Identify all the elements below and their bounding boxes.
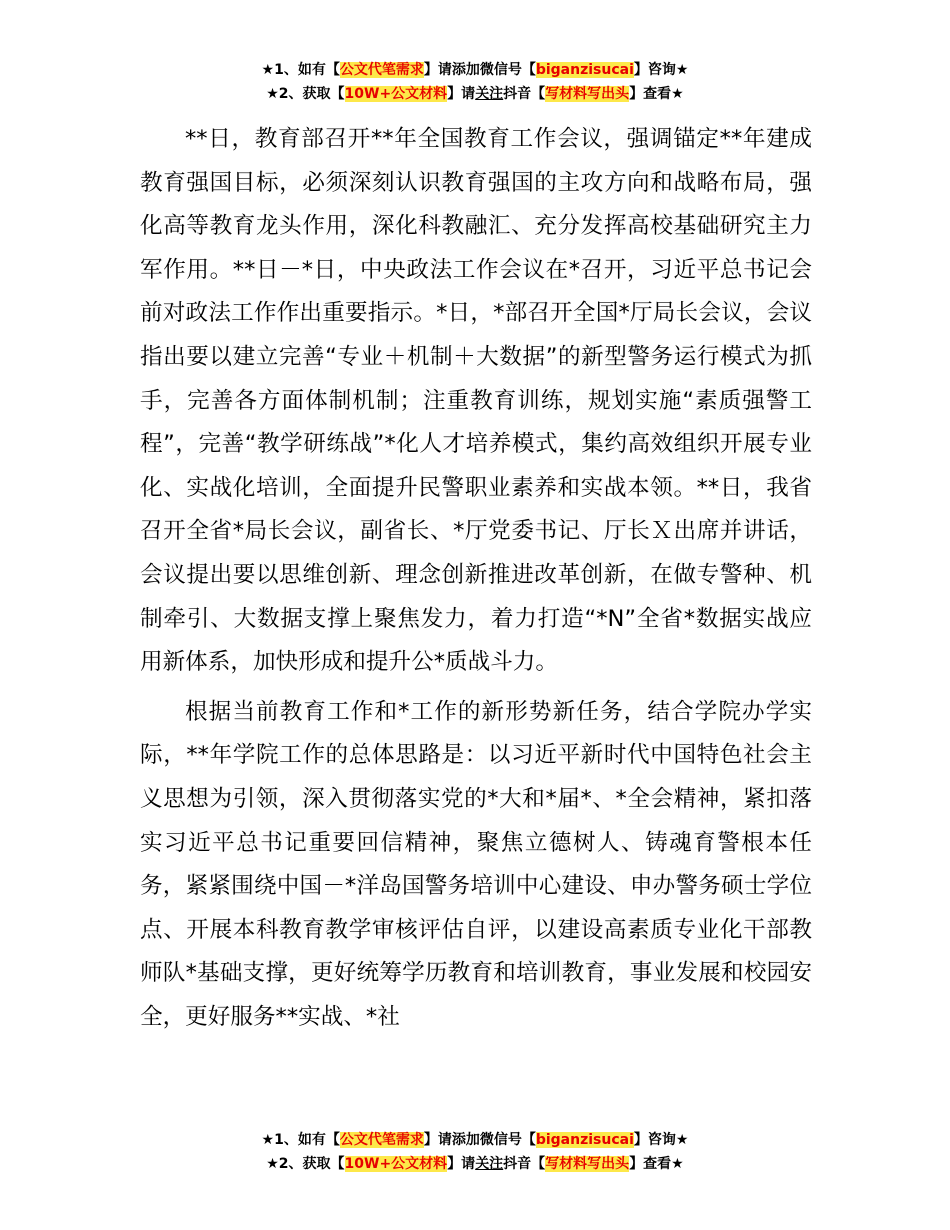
paragraph-2: 根据当前教育工作和*工作的新形势新任务，结合学院办学实际，**年学院工作的总体思路是：以习近平新时代中国特色社会主义思想为引领，深入贯彻落实党的*大和*届*、*全会精神，紧扣落实习近平总书记重要回信精神，聚焦立德树人、铸魂育警根本任务，紧紧围绕中国－*洋岛国警务培训中心建设、申办警务硕士学位点、开展本科教育教学审核评估自评，以建设高素质专业化干部教师队*基础支撑，更好统筹学历教育和培训教育，事业发展和校园安全，更好服务**实战、*社: [140, 698, 812, 1030]
service-highlight: 公文代笔需求: [339, 62, 424, 78]
footer-promo-banner: [0, 1128, 950, 1176]
header-promo-banner: [0, 58, 950, 106]
promo-line-2: ★2、获取【10W+公文材料】请关注抖音【写材料写出头】查看★: [266, 1156, 684, 1172]
follow-emphasis: 关注: [475, 1156, 504, 1172]
promo-line-1: ★1、如有【公文代笔需求】请添加微信号【biganzisucai】咨询★: [261, 62, 689, 78]
wechat-id-highlight: biganzisucai: [535, 1132, 634, 1148]
promo-line-1: ★1、如有【公文代笔需求】请添加微信号【biganzisucai】咨询★: [261, 1132, 689, 1148]
follow-emphasis: 关注: [475, 86, 504, 102]
wechat-id-highlight: biganzisucai: [535, 62, 634, 78]
materials-highlight: 10W+公文材料: [344, 1156, 448, 1172]
document-body: [140, 118, 812, 1045]
paragraph-1: **日，教育部召开**年全国教育工作会议，强调锚定**年建成教育强国目标，必须深刻认识教育强国的主攻方向和战略布局，强化高等教育龙头作用，深化科教融汇、充分发挥高校基础研究主力军作用。**日－*日，中央政法工作会议在*召开，习近平总书记会前对政法工作作出重要指示。*日，*部召开全国*厅局长会议，会议指出要以建立完善“专业＋机制＋大数据”的新型警务运行模式为抓手，完善各方面体制机制；注重教育训练，规划实施“素质强警工程”，完善“教学研练战”*化人才培养模式，集约高效组织开展专业化、实战化培训，全面提升民警职业素养和实战本领。**日，我省召开全省*局长会议，副省长、*厅党委书记、厅长Ｘ出席并讲话，会议提出要以思维创新、理念创新推进改革创新，在做专警种、机制牵引、大数据支撑上聚焦发力，着力打造“*N”全省*数据实战应用新体系，加快形成和提升公*质战斗力。: [140, 126, 812, 676]
promo-line-2: ★2、获取【10W+公文材料】请关注抖音【写材料写出头】查看★: [266, 86, 684, 102]
douyin-account-highlight: 写材料写出头: [545, 86, 630, 102]
materials-highlight: 10W+公文材料: [344, 86, 448, 102]
douyin-account-highlight: 写材料写出头: [545, 1156, 630, 1172]
service-highlight: 公文代笔需求: [339, 1132, 424, 1148]
